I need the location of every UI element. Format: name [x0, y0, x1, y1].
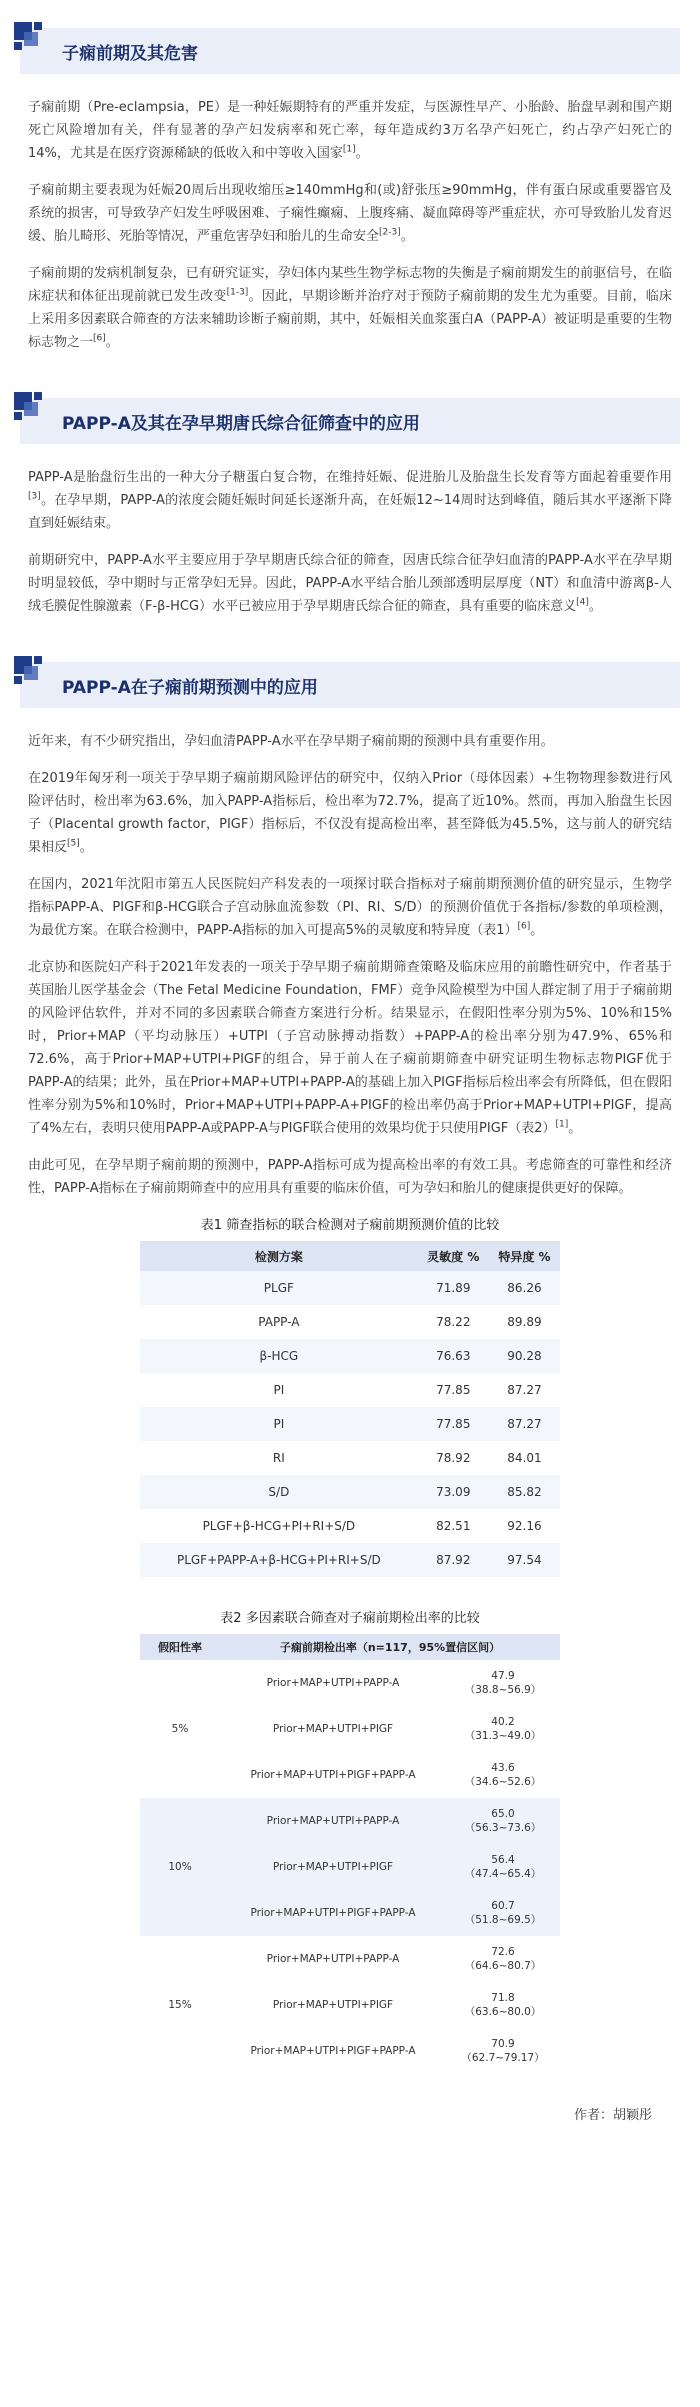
scheme-cell: Prior+MAP+UTPI+PIGF+PAPP-A [250, 2045, 416, 2057]
table-cell: 71.89 [418, 1271, 489, 1305]
table-cell: PLGF [140, 1271, 418, 1305]
table-cell: 84.01 [507, 1451, 542, 1465]
rate-value: 40.2 [491, 1716, 515, 1728]
table-cell: 87.27 [507, 1383, 542, 1397]
rate-value: 70.9 [491, 2038, 515, 2050]
table-cell: 89.89 [507, 1315, 542, 1329]
ci-value: （31.3~49.0） [464, 1730, 542, 1742]
section-header [20, 398, 680, 444]
table-row [140, 1373, 560, 1407]
paragraph: 在国内，2021年沈阳市第五人民医院妇产科发表的一项探讨联合指标对子痫前期预测价值的研究显示，生物学指标PAPP-A、PIGF和β-HCG联合子宫动脉血流参数（PI、RI、S/D）的预测价值优于各指标/参数的单项检测，为最优方案。在联合检测中，PAPP-A指标的加入可提高5%的灵敏度和特异度（表1）[6]。 [28, 877, 672, 938]
table-cell: 87.27 [489, 1407, 560, 1441]
table-header-cell: 子痫前期检出率（n=117，95%置信区间） [220, 1634, 560, 1660]
table-cell: PI [140, 1407, 418, 1441]
table-cell: PLGF+PAPP-A+β-HCG+PI+RI+S/D [140, 1543, 418, 1577]
table-cell: β-HCG [140, 1339, 418, 1373]
rate-cell [446, 1982, 560, 2028]
ci-value: （56.3~73.6） [464, 1822, 542, 1834]
table-header-row [140, 1634, 560, 1660]
paragraph: 北京协和医院妇产科于2021年发表的一项关于孕早期子痫前期筛查策略及临床应用的前瞻性研究中，作者基于英国胎儿医学基金会（The Fetal Medicine Foundation，FMF）竞争风险模型为中国人群定制了用于子痫前期的风险评估软件，并对不同的多因素联合筛查方案进行分析。结果显示，在假阳性率分别为5%、10%和15%时，Prior+MAP（平均动脉压）+UTPI（子宫动脉搏动指数）+PAPP-A的检出率分别为47.9%、65%和72.6%，高于Prior+MAP+UTPI+PIGF的组合，异于前人在子痫前期筛查中研究证明生物标志物PIGF优于PAPP-A的结果；此外，虽在Prior+MAP+UTPI+PAPP-A的基础上加入PIGF指标后检出率会有所降低，但在假阳性率分别为5%和10%时，Prior+MAP+UTPI+PAPP-A+PIGF的检出率仍高于Prior+MAP+UTPI+PIGF，提高了4%左右，表明只使用PAPP-A或PAPP-A与PIGF联合使用的效果均优于只使用PIGF（表2）[1]。 [28, 960, 672, 1136]
table-cell: 85.82 [489, 1475, 560, 1509]
rate-value: 72.6 [491, 1946, 515, 1958]
paragraph: 在2019年匈牙利一项关于孕早期子痫前期风险评估的研究中，仅纳入Prior（母体因素）+生物物理参数进行风险评估时，检出率为63.6%，加入PAPP-A指标后，检出率为72.7%，提高了近10%。然而，再加入胎盘生长因子（Placental growth factor，PIGF）指标后，不仅没有提高检出率，甚至降低为45.5%，这与前人的研究结果相反[5]。 [28, 771, 672, 855]
table-cell: 92.16 [507, 1519, 542, 1533]
section-title: 子痫前期及其危害 [62, 43, 198, 64]
table1-title: 表1 筛查指标的联合检测对子痫前期预测价值的比较 [200, 1218, 500, 1233]
section-header [20, 28, 680, 74]
table2 [140, 1634, 560, 2074]
ci-value: （34.6~52.6） [464, 1776, 542, 1788]
table-header-row [140, 1241, 560, 1271]
scheme-cell: Prior+MAP+UTPI+PIGF+PAPP-A [220, 1890, 446, 1936]
rate-cell [446, 1936, 560, 1982]
section-papp-a-down-syndrome [20, 398, 680, 618]
section-title: PAPP-A在子痫前期预测中的应用 [62, 677, 318, 698]
ci-value: （47.4~65.4） [464, 1868, 542, 1880]
table1 [140, 1241, 560, 1577]
table-row [140, 1509, 560, 1543]
paragraph: PAPP-A是胎盘衍生出的一种大分子糖蛋白复合物，在维持妊娠、促进胎儿及胎盘生长发育等方面起着重要作用[3]。在孕早期，PAPP-A的浓度会随妊娠时间延长逐渐升高，在妊娠12~14周时达到峰值，随后其水平逐渐下降直到妊娠结束。 [28, 470, 672, 531]
ci-value: （38.8~56.9） [464, 1684, 542, 1696]
ci-value: （62.7~79.17） [461, 2052, 545, 2064]
rate-cell [446, 1798, 560, 1844]
square-mark-icon [14, 22, 44, 52]
table-cell: RI [272, 1451, 285, 1465]
fpr-cell: 5% [171, 1723, 189, 1735]
table-cell: 90.28 [489, 1339, 560, 1373]
rate-cell [446, 2028, 560, 2074]
table-row [140, 1441, 560, 1475]
paragraph: 子痫前期（Pre-eclampsia，PE）是一种妊娠期特有的严重并发症，与医源性早产、小胎龄、胎盘早剥和围产期死亡风险增加有关，伴有显著的孕产妇发病率和死亡率，每年造成约3万名孕产妇死亡，约占孕产妇死亡的14%，尤其是在医疗资源稀缺的低收入和中等收入国家[1]。 [28, 100, 672, 161]
table-row [140, 1660, 560, 1706]
rate-cell [446, 1752, 560, 1798]
table-row [140, 1407, 560, 1441]
table-cell: 97.54 [489, 1543, 560, 1577]
table-cell: 77.85 [436, 1383, 471, 1397]
scheme-cell: Prior+MAP+UTPI+PAPP-A [220, 1798, 446, 1844]
table2-title: 表2 多因素联合筛查对子痫前期检出率的比较 [220, 1611, 480, 1626]
section-title: PAPP-A及其在孕早期唐氏综合征筛查中的应用 [62, 413, 420, 434]
square-mark-icon [14, 656, 44, 686]
section-papp-a-pe-prediction [20, 662, 680, 2123]
table-header-cell: 灵敏度 % [418, 1241, 489, 1271]
table-header-cell: 检测方案 [140, 1241, 418, 1271]
table-row [140, 1339, 560, 1373]
rate-cell [446, 1706, 560, 1752]
table-cell: S/D [140, 1475, 418, 1509]
table-cell: 86.26 [489, 1271, 560, 1305]
author-label: 作者： [573, 2108, 613, 2123]
table-row [140, 1475, 560, 1509]
rate-value: 60.7 [491, 1900, 515, 1912]
scheme-cell: Prior+MAP+UTPI+PIGF [272, 1723, 394, 1735]
ci-value: （63.6~80.0） [464, 2006, 542, 2018]
table-cell: PI [273, 1383, 285, 1397]
section-pe-harm [20, 28, 680, 354]
square-mark-icon [14, 392, 44, 422]
scheme-cell: Prior+MAP+UTPI+PIGF [220, 1844, 446, 1890]
table-row [140, 1543, 560, 1577]
table-row [140, 1305, 560, 1339]
table-cell: PLGF+β-HCG+PI+RI+S/D [202, 1519, 356, 1533]
rate-value: 56.4 [491, 1854, 515, 1866]
scheme-cell: Prior+MAP+UTPI+PAPP-A [266, 1953, 400, 1965]
table-cell: PAPP-A [258, 1315, 300, 1329]
table-row [140, 1271, 560, 1305]
table-cell: 87.92 [418, 1543, 489, 1577]
section-header [20, 662, 680, 708]
table-header-cell: 特异度 % [489, 1241, 560, 1271]
rate-cell [446, 1890, 560, 1936]
paragraph: 近年来，有不少研究指出，孕妇血清PAPP-A水平在孕早期子痫前期的预测中具有重要作用。 [28, 734, 554, 749]
ci-value: （51.8~69.5） [464, 1914, 542, 1926]
table-cell: 76.63 [418, 1339, 489, 1373]
scheme-cell: Prior+MAP+UTPI+PIGF [272, 1999, 394, 2011]
table-cell: 77.85 [418, 1407, 489, 1441]
author-line [20, 2104, 680, 2123]
author-name: 胡颖彤 [612, 2108, 652, 2123]
table-cell: 82.51 [436, 1519, 471, 1533]
paragraph: 前期研究中，PAPP-A水平主要应用于孕早期唐氏综合征的筛查，因唐氏综合征孕妇血清的PAPP-A水平在孕早期时明显较低，孕中期时与正常孕妇无异。因此，PAPP-A水平结合胎儿颈部透明层厚度（NT）和血清中游离β-人绒毛膜促性腺激素（F-β-HCG）水平已被应用于孕早期唐氏综合征的筛查，具有重要的临床意义[4]。 [28, 553, 672, 614]
table-cell: 78.22 [436, 1315, 471, 1329]
fpr-cell: 15% [168, 1999, 192, 2011]
paragraph: 由此可见，在孕早期子痫前期的预测中，PAPP-A指标可成为提高检出率的有效工具。考虑筛查的可靠性和经济性，PAPP-A指标在子痫前期筛查中的应用具有重要的临床价值，可为孕妇和胎儿的健康提供更好的保障。 [28, 1158, 672, 1196]
scheme-cell: Prior+MAP+UTPI+PIGF+PAPP-A [250, 1769, 416, 1781]
table-header-cell: 假阳性率 [140, 1634, 220, 1660]
table-row [140, 1936, 560, 1982]
ci-value: （64.6~80.7） [464, 1960, 542, 1972]
rate-cell [446, 1844, 560, 1890]
rate-value: 43.6 [491, 1762, 515, 1774]
scheme-cell: Prior+MAP+UTPI+PAPP-A [266, 1677, 400, 1689]
rate-value: 65.0 [491, 1808, 515, 1820]
rate-value: 47.9 [491, 1670, 515, 1682]
table-cell: 78.92 [436, 1451, 471, 1465]
table-row [140, 1798, 560, 1844]
paragraph: 子痫前期主要表现为妊娠20周后出现收缩压≥140mmHg和(或)舒张压≥90mmHg，伴有蛋白尿或重要器官及系统的损害，可导致孕产妇发生呼吸困难、子痫性癫痫、上腹疼痛、凝血障碍等严重症状，亦可导致胎儿发育迟缓、胎儿畸形、死胎等情况，严重危害孕妇和胎儿的生命安全[2-3]。 [28, 183, 672, 244]
table-cell: 73.09 [418, 1475, 489, 1509]
rate-cell [446, 1660, 560, 1706]
rate-value: 71.8 [491, 1992, 515, 2004]
paragraph: 子痫前期的发病机制复杂，已有研究证实，孕妇体内某些生物学标志物的失衡是子痫前期发生的前驱信号，在临床症状和体征出现前就已发生改变[1-3]。因此，早期诊断并治疗对于预防子痫前期的发生尤为重要。目前，临床上采用多因素联合筛查的方法来辅助诊断子痫前期，其中，妊娠相关血浆蛋白A（PAPP-A）被证明是重要的生物标志物之一[6]。 [28, 266, 672, 350]
fpr-cell: 10% [140, 1798, 220, 1936]
